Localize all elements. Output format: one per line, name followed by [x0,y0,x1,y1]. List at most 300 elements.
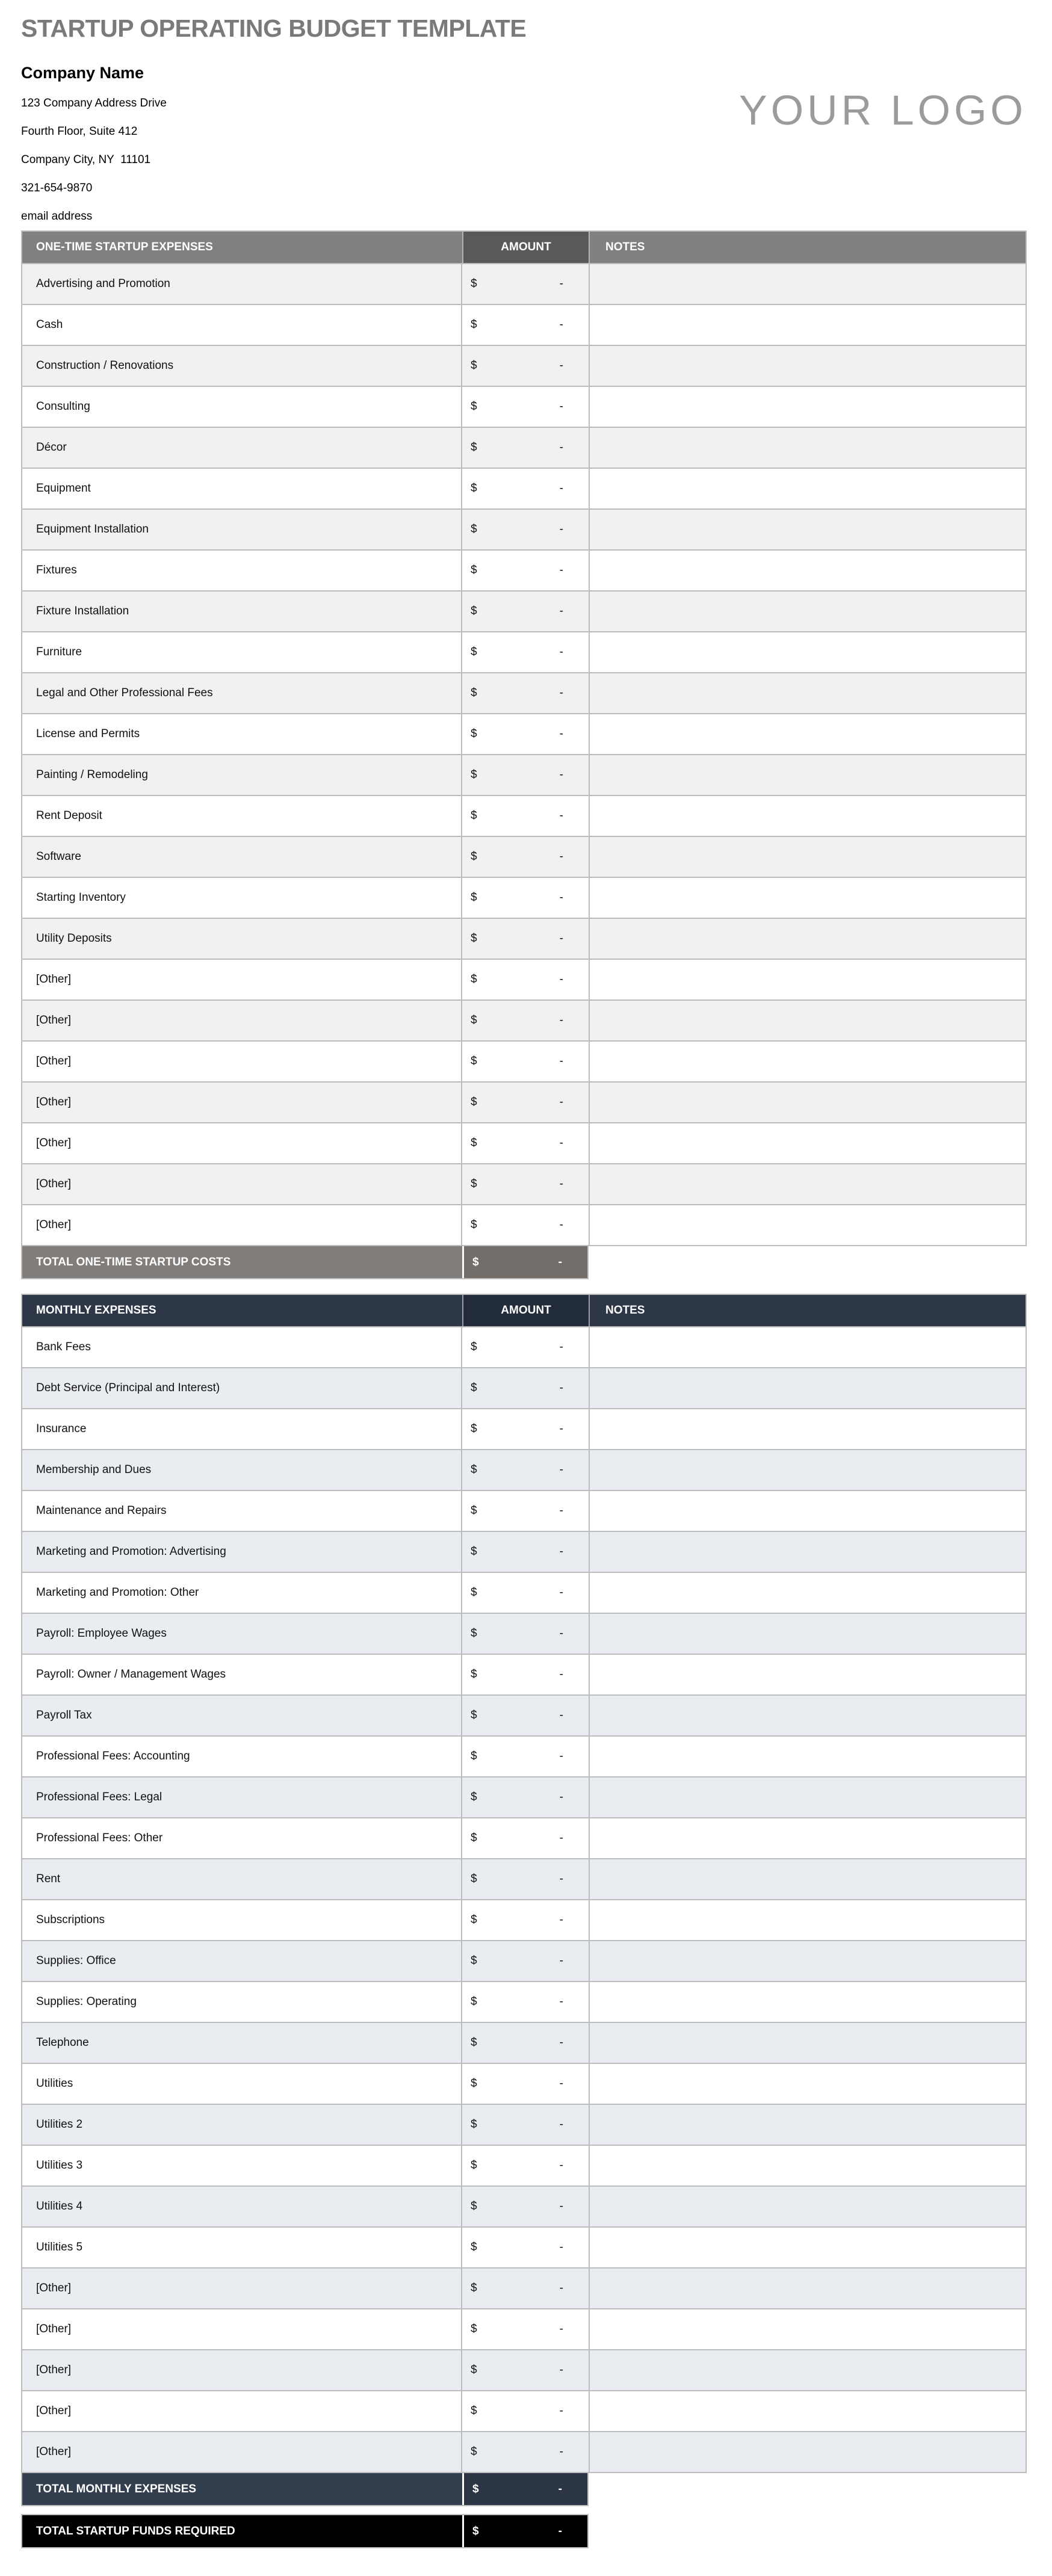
header-amount-cell: AMOUNT [462,232,590,263]
amount-value: - [559,2036,563,2049]
currency-symbol: $ [471,1014,477,1027]
notes-cell [590,591,1026,631]
currency-symbol: $ [471,973,477,986]
amount-cell [462,1042,590,1081]
notes-cell [590,1900,1026,1940]
expense-label-cell: [Other] [22,2269,462,2308]
expense-row [22,919,1026,960]
amount-value: - [559,441,563,454]
expense-row [22,1409,1026,1450]
expense-row [22,1042,1026,1083]
currency-symbol: $ [471,1873,477,1885]
amount-cell [462,1327,590,1367]
notes-cell [590,1164,1026,1204]
expense-row [22,2105,1026,2146]
currency-symbol: $ [471,482,477,495]
notes-cell [590,673,1026,713]
amount-cell [462,591,590,631]
expense-label-cell: [Other] [22,1123,462,1163]
currency-symbol: $ [471,1504,477,1517]
notes-cell [590,1001,1026,1040]
expense-row [22,2350,1026,2391]
amount-value: - [559,646,563,658]
expense-label-cell: License and Permits [22,714,462,754]
amount-value: - [559,2077,563,2090]
currency-symbol: $ [471,1709,477,1722]
expense-label-cell: Maintenance and Repairs [22,1491,462,1531]
amount-cell [462,878,590,918]
amount-value: - [559,1463,563,1476]
expense-label-cell: Furniture [22,632,462,672]
expense-row [22,1859,1026,1900]
amount-cell [462,1164,590,1204]
expense-label-cell: Rent [22,1859,462,1899]
amount-value: - [558,1255,562,1268]
expense-row [22,428,1026,469]
notes-cell [590,264,1026,304]
amount-value: - [559,1178,563,1190]
notes-cell [590,305,1026,345]
amount-value: - [559,1137,563,1149]
currency-symbol: $ [472,1255,479,1268]
expense-label-cell: Professional Fees: Other [22,1818,462,1858]
expense-label-cell: Insurance [22,1409,462,1449]
expense-label-cell: Fixtures [22,551,462,590]
expense-label-cell: Utilities 4 [22,2187,462,2226]
notes-cell [590,469,1026,508]
expense-label-cell: Advertising and Promotion [22,264,462,304]
amount-cell [462,1818,590,1858]
expense-row [22,2187,1026,2228]
amount-cell [462,1614,590,1654]
notes-cell [590,1205,1026,1245]
expense-row [22,2228,1026,2269]
notes-cell [590,878,1026,918]
expense-row [22,1778,1026,1818]
expense-label-cell: Marketing and Promotion: Other [22,1573,462,1613]
currency-symbol: $ [471,1995,477,2008]
notes-cell [590,1655,1026,1694]
notes-cell [590,714,1026,754]
amount-value: - [559,277,563,290]
amount-value: - [559,318,563,331]
amount-cell [462,2105,590,2145]
amount-cell [462,2023,590,2063]
amount-value: - [559,973,563,986]
currency-symbol: $ [471,1219,477,1231]
expense-label-cell: Utilities 5 [22,2228,462,2267]
notes-cell [590,1573,1026,1613]
expense-row [22,469,1026,510]
notes-cell [590,2023,1026,2063]
amount-value: - [559,2405,563,2417]
amount-value: - [559,1954,563,1967]
expense-row [22,755,1026,796]
expense-label-cell: Utilities [22,2064,462,2104]
amount-value: - [559,1627,563,1640]
amount-value: - [559,809,563,822]
notes-cell [590,2391,1026,2431]
expense-row [22,1164,1026,1205]
notes-cell [590,1123,1026,1163]
currency-symbol: $ [471,1750,477,1762]
currency-symbol: $ [471,1096,477,1108]
currency-symbol: $ [471,277,477,290]
expense-row [22,2432,1026,2473]
currency-symbol: $ [471,1178,477,1190]
expense-row [22,1532,1026,1573]
total-amount-cell [462,1246,587,1278]
expense-label-cell: Professional Fees: Accounting [22,1737,462,1776]
currency-symbol: $ [471,2282,477,2294]
amount-cell [462,387,590,427]
amount-value: - [559,687,563,699]
notes-cell [590,1859,1026,1899]
currency-symbol: $ [471,400,477,413]
expense-row [22,264,1026,305]
notes-cell [590,755,1026,795]
notes-cell [590,346,1026,386]
expense-label-cell: Subscriptions [22,1900,462,1940]
expense-row [22,1491,1026,1532]
total-label: TOTAL MONTHLY EXPENSES [36,2482,197,2495]
address-line: Fourth Floor, Suite 412 [21,125,138,138]
amount-cell [462,2064,590,2104]
table-header-row [22,1295,1026,1327]
currency-symbol: $ [471,727,477,740]
currency-symbol: $ [471,1586,477,1599]
total-label: TOTAL ONE-TIME STARTUP COSTS [36,1255,231,1268]
currency-symbol: $ [471,2036,477,2049]
amount-cell [462,1696,590,1735]
expense-label-cell: Starting Inventory [22,878,462,918]
currency-symbol: $ [471,2364,477,2376]
expense-row [22,1696,1026,1737]
amount-value: - [559,1586,563,1599]
amount-cell [462,2146,590,2185]
amount-cell [462,264,590,304]
amount-value: - [559,1341,563,1353]
amount-value: - [559,482,563,495]
table-header-row [22,232,1026,264]
expense-label-cell: [Other] [22,1042,462,1081]
notes-cell [590,837,1026,877]
amount-cell [462,1655,590,1694]
amount-value: - [559,2159,563,2172]
amount-value: - [559,359,563,372]
amount-value: - [559,564,563,576]
amount-value: - [559,1995,563,2008]
amount-value: - [559,2200,563,2213]
expense-label-cell: [Other] [22,1164,462,1204]
amount-value: - [559,2118,563,2131]
amount-value: - [559,891,563,904]
company-name: Company Name [21,64,144,82]
amount-cell [462,1982,590,2022]
expense-row [22,673,1026,714]
amount-cell [462,1778,590,1817]
notes-cell [590,960,1026,999]
notes-cell [590,1532,1026,1572]
notes-cell [590,1941,1026,1981]
currency-symbol: $ [471,2118,477,2131]
expense-row [22,1982,1026,2023]
amount-cell [462,2432,590,2472]
amount-value: - [559,1545,563,1558]
page-title: STARTUP OPERATING BUDGET TEMPLATE [21,14,527,42]
expense-label-cell: Utility Deposits [22,919,462,959]
amount-cell [462,1450,590,1490]
one-time-startup-expenses-table [21,230,1027,1246]
amount-cell [462,2269,590,2308]
expense-label-cell: Equipment [22,469,462,508]
notes-cell [590,2432,1026,2472]
currency-symbol: $ [471,1545,477,1558]
amount-value: - [559,1832,563,1844]
notes-cell [590,1614,1026,1654]
currency-symbol: $ [471,1422,477,1435]
amount-value: - [559,1382,563,1394]
amount-value: - [559,1504,563,1517]
notes-cell [590,1491,1026,1531]
notes-cell [590,2146,1026,2185]
notes-cell [590,1450,1026,1490]
expense-row [22,2064,1026,2105]
notes-cell [590,2309,1026,2349]
amount-cell [462,551,590,590]
notes-cell [590,2269,1026,2308]
amount-cell [462,919,590,959]
total-monthly-row [21,2472,589,2506]
amount-value: - [559,727,563,740]
expense-row [22,2309,1026,2350]
amount-value: - [559,1219,563,1231]
expense-row [22,837,1026,878]
currency-symbol: $ [471,1791,477,1803]
notes-cell [590,1409,1026,1449]
expense-row [22,796,1026,837]
amount-value: - [559,2282,563,2294]
expense-label-cell: Utilities 3 [22,2146,462,2185]
currency-symbol: $ [471,687,477,699]
expense-row [22,1327,1026,1368]
currency-symbol: $ [471,2200,477,2213]
amount-value: - [558,2524,562,2537]
header-amount-cell: AMOUNT [462,1295,590,1326]
amount-value: - [559,2241,563,2253]
section-gap [21,1279,1027,1294]
expense-row [22,960,1026,1001]
currency-symbol: $ [471,1954,477,1967]
expense-row [22,1614,1026,1655]
expense-row [22,510,1026,551]
currency-symbol: $ [471,441,477,454]
expense-label-cell: Construction / Renovations [22,346,462,386]
logo-placeholder: YOUR LOGO [739,87,1027,134]
amount-cell [462,2350,590,2390]
currency-symbol: $ [471,359,477,372]
expense-row [22,1083,1026,1123]
expense-label-cell: Utilities 2 [22,2105,462,2145]
currency-symbol: $ [471,2241,477,2253]
currency-symbol: $ [471,605,477,617]
amount-cell [462,2309,590,2349]
currency-symbol: $ [472,2482,479,2495]
amount-value: - [559,605,563,617]
amount-cell [462,2391,590,2431]
amount-cell [462,714,590,754]
expense-row [22,1123,1026,1164]
currency-symbol: $ [471,1668,477,1681]
currency-symbol: $ [471,1137,477,1149]
amount-cell [462,837,590,877]
currency-symbol: $ [471,1055,477,1067]
amount-cell [462,469,590,508]
notes-cell [590,2064,1026,2104]
expense-row [22,551,1026,591]
notes-cell [590,1327,1026,1367]
amount-cell [462,305,590,345]
amount-cell [462,1001,590,1040]
amount-value: - [559,1913,563,1926]
expense-label-cell: Fixture Installation [22,591,462,631]
amount-value: - [559,1014,563,1027]
notes-cell [590,1982,1026,2022]
expense-row [22,1900,1026,1941]
monthly-expenses-table [21,1294,1027,2473]
amount-cell [462,346,590,386]
expense-label-cell: Consulting [22,387,462,427]
total-amount-cell [462,2473,587,2505]
amount-cell [462,1205,590,1245]
currency-symbol: $ [471,1463,477,1476]
expense-label-cell: Professional Fees: Legal [22,1778,462,1817]
currency-symbol: $ [471,768,477,781]
notes-cell [590,387,1026,427]
expense-label-cell: Payroll: Employee Wages [22,1614,462,1654]
expense-label-cell: Supplies: Office [22,1941,462,1981]
amount-cell [462,796,590,836]
notes-cell [590,1368,1026,1408]
currency-symbol: $ [471,891,477,904]
expense-row [22,2391,1026,2432]
expense-row [22,1450,1026,1491]
total-label: TOTAL STARTUP FUNDS REQUIRED [36,2524,235,2537]
currency-symbol: $ [471,809,477,822]
currency-symbol: $ [471,932,477,945]
currency-symbol: $ [471,850,477,863]
amount-value: - [559,1422,563,1435]
currency-symbol: $ [471,564,477,576]
amount-cell [462,1737,590,1776]
address-line: 123 Company Address Drive [21,96,167,110]
expense-label-cell: Equipment Installation [22,510,462,549]
expense-label-cell: [Other] [22,2309,462,2349]
amount-cell [462,1532,590,1572]
expense-row [22,632,1026,673]
amount-cell [462,1123,590,1163]
notes-cell [590,2187,1026,2226]
header-notes-cell: NOTES [590,232,1026,263]
amount-value: - [559,2364,563,2376]
currency-symbol: $ [472,2524,479,2537]
header-label-cell: ONE-TIME STARTUP EXPENSES [22,232,462,263]
amount-cell [462,1859,590,1899]
address-line: email address [21,209,93,223]
amount-value: - [559,932,563,945]
currency-symbol: $ [471,2445,477,2458]
header-notes-cell: NOTES [590,1295,1026,1326]
expense-label-cell: [Other] [22,2350,462,2390]
amount-cell [462,1083,590,1122]
amount-value: - [559,1873,563,1885]
notes-cell [590,1737,1026,1776]
expense-label-cell: Payroll: Owner / Management Wages [22,1655,462,1694]
expense-row [22,1573,1026,1614]
notes-cell [590,1818,1026,1858]
address-line: Company City, NY 11101 [21,153,151,166]
notes-cell [590,796,1026,836]
expense-label-cell: Payroll Tax [22,1696,462,1735]
amount-value: - [559,400,563,413]
currency-symbol: $ [471,1341,477,1353]
amount-value: - [559,1668,563,1681]
expense-label-cell: Telephone [22,2023,462,2063]
expense-row [22,1941,1026,1982]
amount-value: - [559,850,563,863]
expense-row [22,714,1026,755]
amount-value: - [559,523,563,536]
amount-value: - [559,1709,563,1722]
notes-cell [590,1778,1026,1817]
notes-cell [590,2105,1026,2145]
currency-symbol: $ [471,523,477,536]
expense-label-cell: [Other] [22,1001,462,1040]
notes-cell [590,632,1026,672]
expense-label-cell: [Other] [22,1205,462,1245]
notes-cell [590,1696,1026,1735]
expense-row [22,2269,1026,2309]
expense-label-cell: Painting / Remodeling [22,755,462,795]
currency-symbol: $ [471,2159,477,2172]
expense-row [22,591,1026,632]
notes-cell [590,2350,1026,2390]
expense-row [22,1001,1026,1042]
notes-cell [590,510,1026,549]
amount-cell [462,1409,590,1449]
amount-value: - [559,768,563,781]
notes-cell [590,551,1026,590]
expense-label-cell: Legal and Other Professional Fees [22,673,462,713]
notes-cell [590,1042,1026,1081]
header-label-cell: MONTHLY EXPENSES [22,1295,462,1326]
amount-cell [462,1900,590,1940]
amount-value: - [559,2445,563,2458]
amount-value: - [559,1791,563,1803]
expense-row [22,1205,1026,1246]
expense-label-cell: Supplies: Operating [22,1982,462,2022]
currency-symbol: $ [471,318,477,331]
amount-cell [462,1573,590,1613]
total-amount-cell [462,2515,587,2547]
amount-cell [462,1368,590,1408]
amount-cell [462,428,590,468]
notes-cell [590,919,1026,959]
expense-label-cell: Membership and Dues [22,1450,462,1490]
expense-row [22,2146,1026,2187]
expense-label-cell: Software [22,837,462,877]
expense-label-cell: [Other] [22,2432,462,2472]
